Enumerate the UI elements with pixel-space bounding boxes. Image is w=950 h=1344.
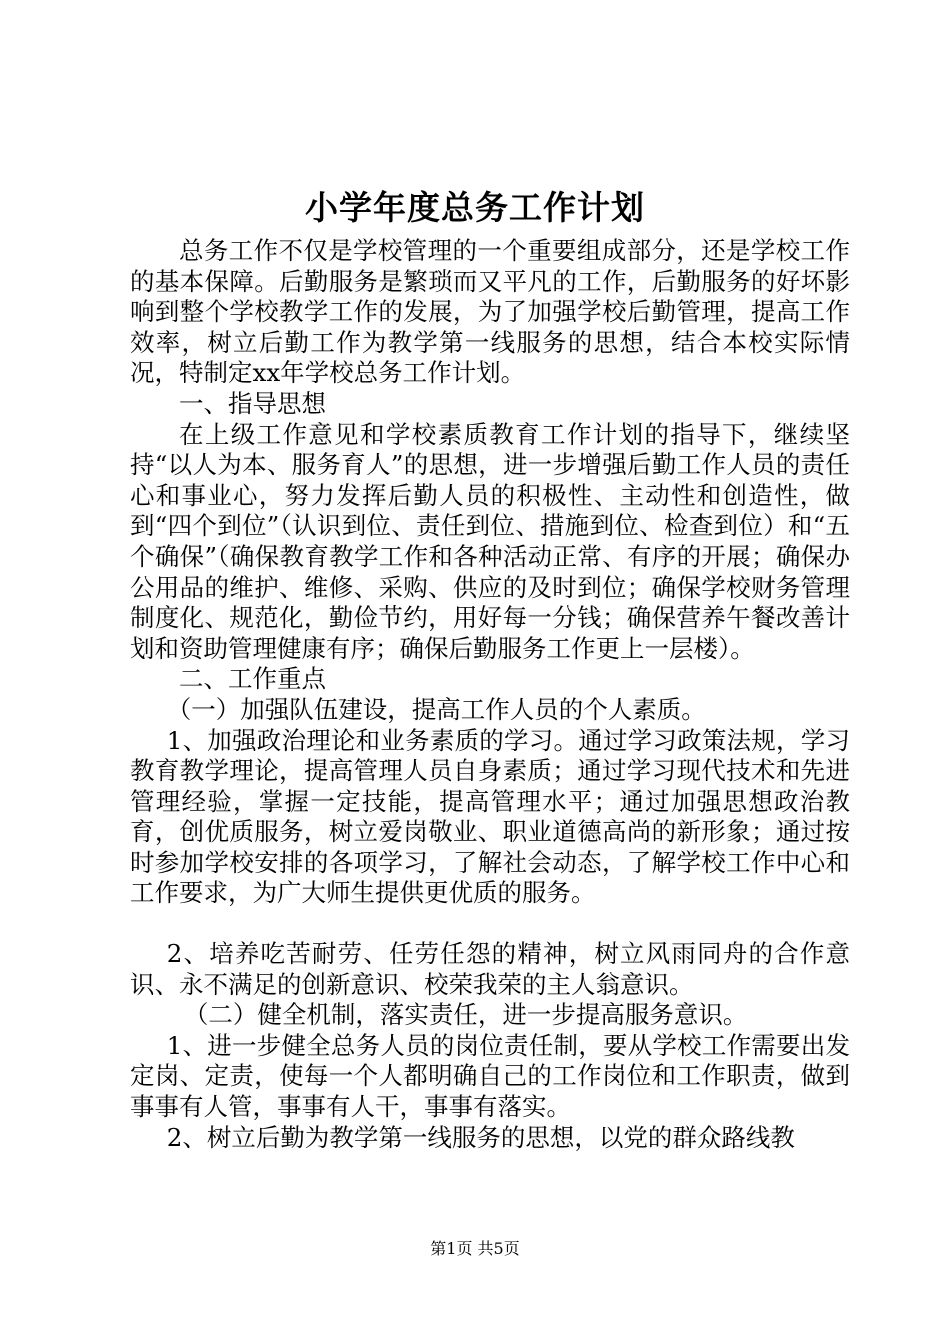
team-building-item-2: 2、培养吃苦耐劳、任劳任怨的精神，树立风雨同舟的合作意识、永不满足的创新意识、校荣我荣的主人翁意识。 xyxy=(130,939,850,999)
section-heading-work-focus: 二、工作重点 xyxy=(179,664,326,694)
page-number-footer: 第1页 共5页 xyxy=(430,1239,520,1258)
intro-paragraph: 总务工作不仅是学校管理的一个重要组成部分，还是学校工作的基本保障。后勤服务是繁琐而又平凡的工作，后勤服务的好坏影响到整个学校教学工作的发展，为了加强学校后勤管理，提高工作效率，树立后勤工作为教学第一线服务的思想，结合本校实际情况，特制定xx年学校总务工作计划。 xyxy=(130,236,850,388)
subsection-heading-mechanism: （二）健全机制，落实责任，进一步提高服务意识。 xyxy=(183,1000,748,1030)
section-heading-guiding-ideology: 一、指导思想 xyxy=(179,388,326,418)
subsection-heading-team-building: （一）加强队伍建设，提高工作人员的个人素质。 xyxy=(166,694,706,724)
mechanism-item-1: 1、进一步健全总务人员的岗位责任制，要从学校工作需要出发定岗、定责，使每一个人都明确自己的工作岗位和工作职责，做到事事有人管，事事有人干，事事有落实。 xyxy=(130,1030,850,1122)
guiding-ideology-paragraph: 在上级工作意见和学校素质教育工作计划的指导下，继续坚持“以人为本、服务育人”的思想，进一步增强后勤工作人员的责任心和事业心，努力发挥后勤人员的积极性、主动性和创造性，做到“四个到位”（认识到位、责任到位、措施到位、检查到位）和“五个确保”（确保教育教学工作和各种活动正常、有序的开展；确保办公用品的维护、维修、采购、供应的及时到位；确保学校财务管理制度化、规范化，勤俭节约，用好每一分钱；确保营养午餐改善计划和资助管理健康有序；确保后勤服务工作更上一层楼）。 xyxy=(130,419,850,663)
team-building-item-1: 1、加强政治理论和业务素质的学习。通过学习政策法规，学习教育教学理论，提高管理人员自身素质；通过学习现代技术和先进管理经验，掌握一定技能，提高管理水平；通过加强思想政治教育，创优质服务，树立爱岗敬业、职业道德高尚的新形象；通过按时参加学校安排的各项学习，了解社会动态，了解学校工作中心和工作要求，为广大师生提供更优质的服务。 xyxy=(130,725,850,908)
document-title: 小学年度总务工作计划 xyxy=(305,188,645,227)
document-body xyxy=(130,236,850,1153)
mechanism-item-2: 2、树立后勤为教学第一线服务的思想，以党的群众路线教 xyxy=(166,1122,795,1152)
